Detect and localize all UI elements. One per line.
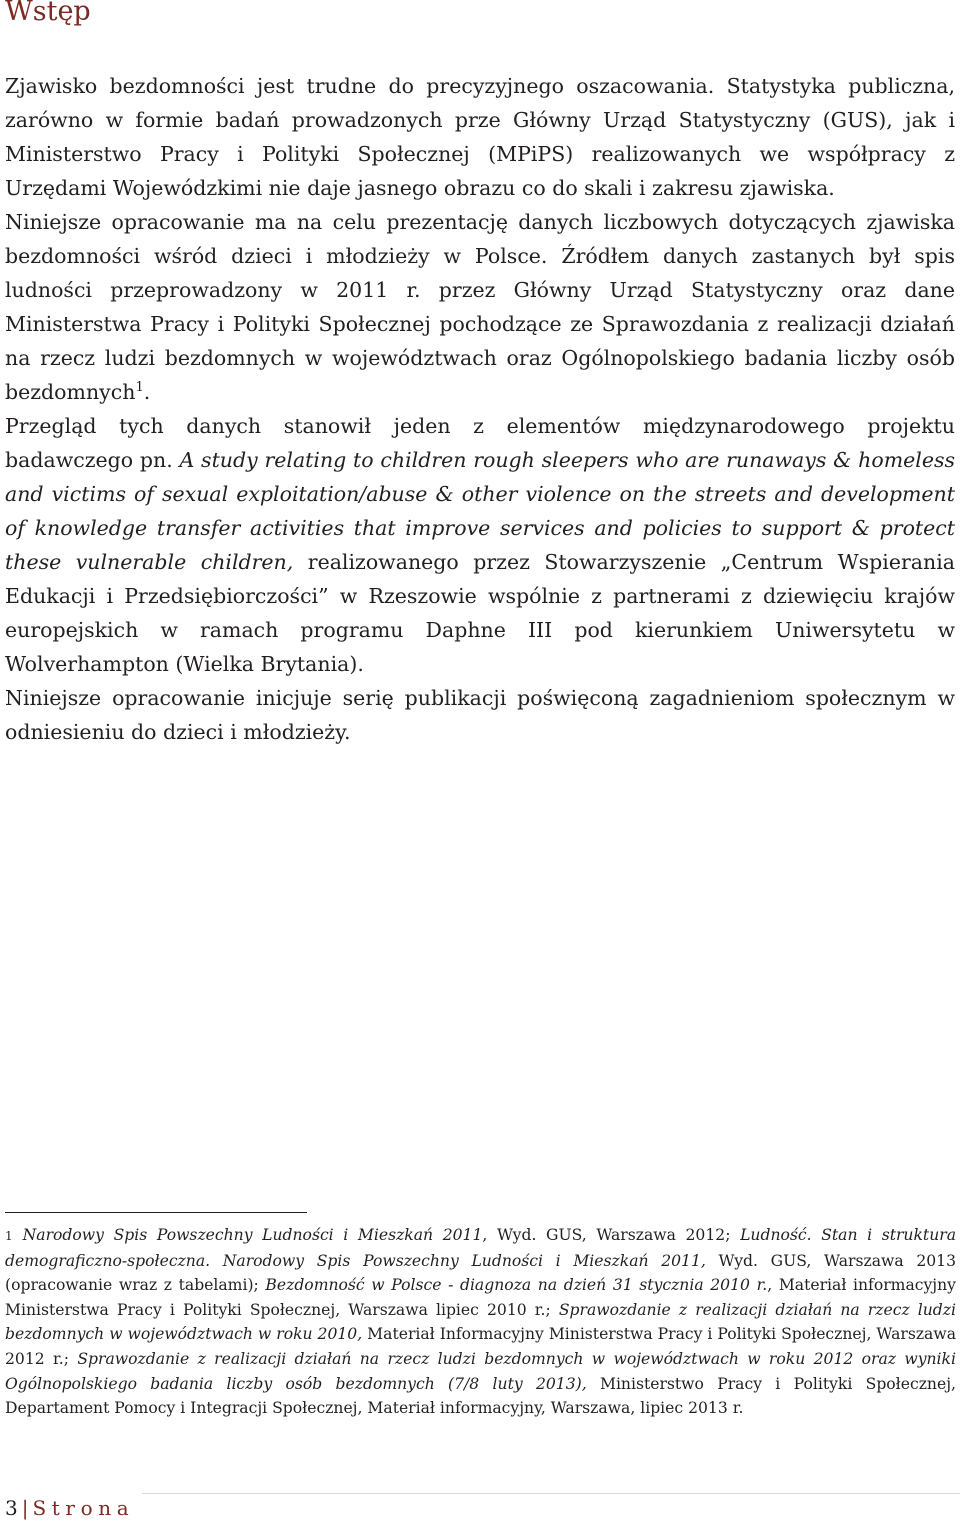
footnote-reference[interactable]: 1 — [135, 380, 144, 396]
footnote-seg-5: , Materiał informacyjny Ministerstwa Pracy i Polityki Społecznej, Warszawa lipiec 2010 r.; — [5, 1276, 956, 1319]
footnote — [5, 1223, 956, 1421]
footnote-seg-7: Materiał Informacyjny Ministerstwa Pracy i Polityki Społecznej, Warszawa 2012 r.; — [5, 1325, 956, 1368]
page-number-label — [5, 1495, 134, 1521]
footnote-seg-2: Ludność. Stan i struktura demograficzno-społeczna. Narodowy Spis Powszechny Ludności i Mieszkań 2011, — [5, 1226, 956, 1270]
body-text — [5, 69, 955, 749]
paragraph-project-rest: realizowanego przez Stowarzyszenie „Centrum Wspierania Edukacji i Przedsiębiorczości” w Rzeszowie wspólnie z partnerami z dziewięciu krajów europejskich w ramach programu Daphne III pod kierunkiem Uniwersytetu w Wolverhampton (Wielka Brytania). — [5, 550, 955, 676]
footnote-seg-3: Wyd. GUS, Warszawa 2013 (opracowanie wraz z tabelami); — [5, 1251, 956, 1295]
footnote-seg-9: Ministerstwo Pracy i Polityki Społecznej, Departament Pomocy i Integracji Społecznej, Materiał informacyjny, Warszawa, lipiec 2013 r. — [5, 1374, 956, 1418]
paragraph-project — [5, 409, 955, 681]
paragraph-purpose-end: . — [143, 380, 151, 404]
paragraph-series: Niniejsze opracowanie inicjuje serię publikacji poświęconą zagadnieniom społecznym w odniesieniu do dzieci i młodzieży. — [5, 686, 955, 744]
section-heading: Wstęp — [5, 0, 91, 27]
paragraph-project-lead: Przegląd tych danych stanowił jeden z elementów międzynarodowego projektu badawczego pn. — [5, 414, 955, 472]
footnote-separator — [5, 1212, 307, 1213]
paragraph-purpose — [5, 205, 955, 409]
page-number: 3 — [5, 1496, 18, 1520]
footnote-seg-0: Narodowy Spis Powszechny Ludności i Mieszkań 2011 — [22, 1226, 483, 1244]
footnote-seg-4: Bezdomność w Polsce - diagnoza na dzień 31 stycznia 2010 r. — [265, 1276, 768, 1295]
paragraph-intro: Zjawisko bezdomności jest trudne do precyzyjnego oszacowania. Statystyka publiczna, zarówno w formie badań prowadzonych prze Główny Urząd Statystyczny (GUS), jak i Ministerstwo Pracy i Polityki Społecznej (MPiPS) realizowanych we współpracy z Urzędami Wojewódzkimi nie daje jasnego obrazu co do skali i zakresu zjawiska. — [5, 74, 955, 200]
page-word: Strona — [32, 1496, 135, 1520]
footer-separator: | — [21, 1496, 29, 1520]
footer-rule — [142, 1493, 960, 1494]
footnote-seg-8: Sprawozdanie z realizacji działań na rzecz ludzi bezdomnych w województwach w roku 2012 oraz wyniki Ogólnopolskiego badania liczby osób bezdomnych (7/8 luty 2013), — [5, 1349, 956, 1393]
footnote-seg-6: Sprawozdanie z realizacji działań na rzecz ludzi bezdomnych w województwach w roku 2010, — [5, 1300, 956, 1344]
page-footer — [0, 1492, 960, 1525]
project-title: A study relating to children rough sleepers who are runaways & homeless and victims of sexual exploitation/abuse & other violence on the streets and development of knowledge transfer activities that improve services and policies to support & protect these vulnerable children, — [5, 448, 955, 574]
footnote-number: 1 — [5, 1229, 13, 1243]
paragraph-purpose-text: Niniejsze opracowanie ma na celu prezentację danych liczbowych dotyczących zjawiska bezdomności wśród dzieci i młodzieży w Polsce. Źródłem danych zastanych był spis ludności przeprowadzony w 2011 r. przez Główny Urząd Statystyczny oraz dane Ministerstwa Pracy i Polityki Społecznej pochodzące ze Sprawozdania z realizacji działań na rzecz ludzi bezdomnych w województwach oraz Ogólnopolskiego badania liczby osób bezdomnych — [5, 210, 955, 404]
footnote-seg-1: , Wyd. GUS, Warszawa 2012; — [482, 1226, 741, 1244]
